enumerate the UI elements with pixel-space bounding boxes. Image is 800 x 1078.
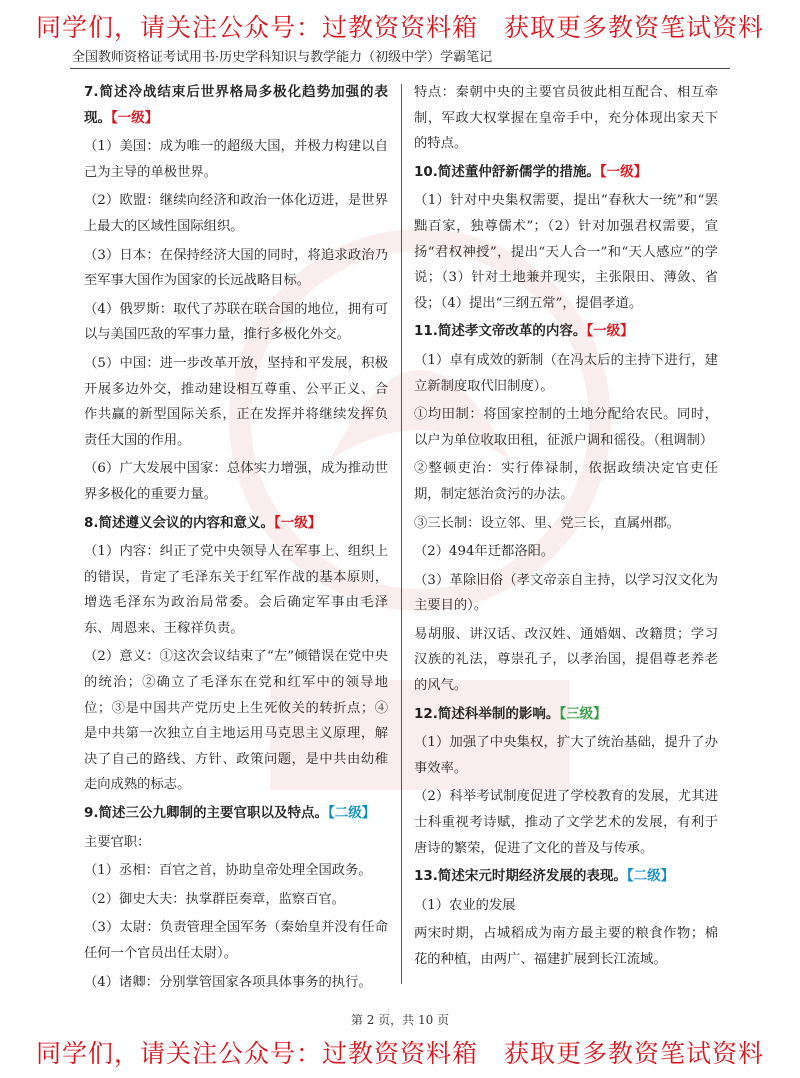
answer-paragraph: （3）日本：在保持经济大国的同时，将追求政治乃至军事大国作为国家的长远战略目标。 <box>84 247 388 289</box>
answer-paragraph: （5）中国：进一步改革开放，坚持和平发展，积极开展多边外交，推动建设相互尊重、公平正义、合作共赢的新型国际关系，正在发挥并将继续发挥负责任大国的作用。 <box>84 355 388 448</box>
question-text: 7.简述冷战结束后世界格局多极化趋势加强的表现。 <box>84 84 388 126</box>
answer-paragraph: 易胡服、讲汉话、改汉姓、通婚姻、改籍贯；学习汉族的礼法，尊崇孔子，以孝治国，提倡尊老养老的风气。 <box>414 626 718 694</box>
question-text: 8.简述遵义会议的内容和意义。 <box>84 514 275 531</box>
page-number: 第 2 页，共 10 页 <box>350 1013 450 1027</box>
answer-paragraph: （1）丞相：百官之首，协助皇帝处理全国政务。 <box>84 863 372 879</box>
answer-paragraph: （6）广大发展中国家：总体实力增强，成为推动世界多极化的重要力量。 <box>84 461 388 502</box>
book-subtitle: 全国教师资格证考试用书·历史学科知识与教学能力（初级中学）学霸笔记 <box>72 50 493 65</box>
answer-paragraph: （4）俄罗斯：取代了苏联在联合国的地位，拥有可以与美国匹敌的军事力量，推行多极化外交。 <box>84 301 388 343</box>
answer-paragraph: （2）御史大夫：执掌群臣奏章，监察百官。 <box>84 891 346 907</box>
answer-paragraph: ③三长制：设立邻、里、党三长，直属州郡。 <box>414 515 680 531</box>
answer-paragraph: 两宋时期，占城稻成为南方最主要的粮食作物；棉花的种植，由两广、福建扩展到长江流域。 <box>414 926 718 967</box>
answer-paragraph: （3）革除旧俗（孝文帝亲自主持，以学习汉文化为主要目的）。 <box>414 572 718 614</box>
answer-paragraph: （2）欧盟：继续向经济和政治一体化迈进，是世界上最大的区域性国际组织。 <box>84 193 388 234</box>
answer-paragraph: （4）诸卿：分别掌管国家各项具体事务的执行。 <box>84 974 372 990</box>
question-heading <box>414 160 718 186</box>
level-badge: 【一级】 <box>586 323 634 340</box>
left-column <box>84 80 388 998</box>
level-badge: 【一级】 <box>599 163 648 180</box>
level-badge: 【二级】 <box>626 868 675 885</box>
answer-paragraph: 主要官职： <box>84 834 151 850</box>
question-heading <box>84 511 388 537</box>
answer-paragraph: （2）科举考试制度促进了学校教育的发展，尤其进士科重视考诗赋，推动了文学艺术的发展，有利于唐诗的繁荣，促进了文化的普及与传承。 <box>414 789 718 856</box>
promo-banner-top: 同学们，请关注公众号：过教资资料箱 获取更多教资笔试资料 <box>35 13 764 42</box>
level-badge: 【二级】 <box>328 805 376 822</box>
answer-paragraph: （2）意义：①这次会议结束了“左”倾错误在党中央的统治；②确立了毛泽东在党和红军中的领导地位；③是中国共产党历史上生死攸关的转折点；④是中共第一次独立自主地运用马克思主义原理，解决了自己的路线、方针、政策问题，是中共由幼稚走向成熟的标志。 <box>84 649 388 793</box>
question-heading <box>414 702 718 728</box>
right-column <box>414 80 718 976</box>
answer-paragraph: （2）494年迁都洛阳。 <box>414 544 555 560</box>
answer-paragraph: ①均田制：将国家控制的土地分配给农民。同时，以户为单位收取田租，征派户调和徭役。（租调制） <box>414 407 718 448</box>
question-heading <box>414 319 718 345</box>
answer-paragraph: （3）太尉：负责管理全国军务（秦始皇并没有任命任何一个官员出任太尉）。 <box>84 920 388 961</box>
answer-paragraph: （1）内容：纠正了党中央领导人在军事上、组织上的错误，肯定了毛泽东关于红军作战的基本原则，增选毛泽东为政治局常委。会后确定军事由毛泽东、周恩来、王稼祥负责。 <box>84 544 388 636</box>
question-text: 9.简述三公九卿制的主要官职以及特点。 <box>84 805 329 822</box>
level-badge: 【一级】 <box>274 514 322 531</box>
question-text: 11.简述孝文帝改革的内容。 <box>414 323 587 340</box>
answer-paragraph: （1）针对中央集权需要，提出“春秋大一统”和“罢黜百家，独尊儒术”；（2）针对加强君权需要，宣扬“君权神授”，提出“天人合一”和“天人感应”的学说；（3）针对土地兼并现实，主张限田、薄敛、省役；（4）提出“三纲五常”，提倡孝道。 <box>414 193 718 311</box>
answer-paragraph: （1）美国：成为唯一的超级大国，并极力构建以自己为主导的单极世界。 <box>84 139 388 180</box>
level-badge: 【一级】 <box>111 109 159 126</box>
column-divider <box>401 84 402 984</box>
question-text: 12.简述科举制的影响。 <box>414 705 560 722</box>
answer-paragraph: （1）加强了中央集权，扩大了统治基础，提升了办事效率。 <box>414 735 718 776</box>
answer-paragraph: （1）农业的发展 <box>414 897 516 913</box>
question-heading <box>84 80 388 131</box>
level-badge: 【三级】 <box>559 705 607 722</box>
answer-paragraph: ②整顿吏治：实行俸禄制，依据政绩决定官吏任期，制定惩治贪污的办法。 <box>414 461 718 502</box>
question-text: 10.简述董仲舒新儒学的措施。 <box>414 163 600 180</box>
question-heading <box>414 864 718 890</box>
question-text: 13.简述宋元时期经济发展的表现。 <box>414 868 627 885</box>
answer-paragraph: （1）卓有成效的新制（在冯太后的主持下进行，建立新制度取代旧制度）。 <box>414 352 718 394</box>
answer-paragraph: 特点：秦朝中央的主要官员彼此相互配合、相互牵制，军政大权掌握在皇帝手中，充分体现出家天下的特点。 <box>414 85 718 152</box>
promo-banner-bottom: 同学们，请关注公众号：过教资资料箱 获取更多教资笔试资料 <box>35 1039 764 1068</box>
header-rule <box>70 68 730 69</box>
question-heading <box>84 801 388 827</box>
